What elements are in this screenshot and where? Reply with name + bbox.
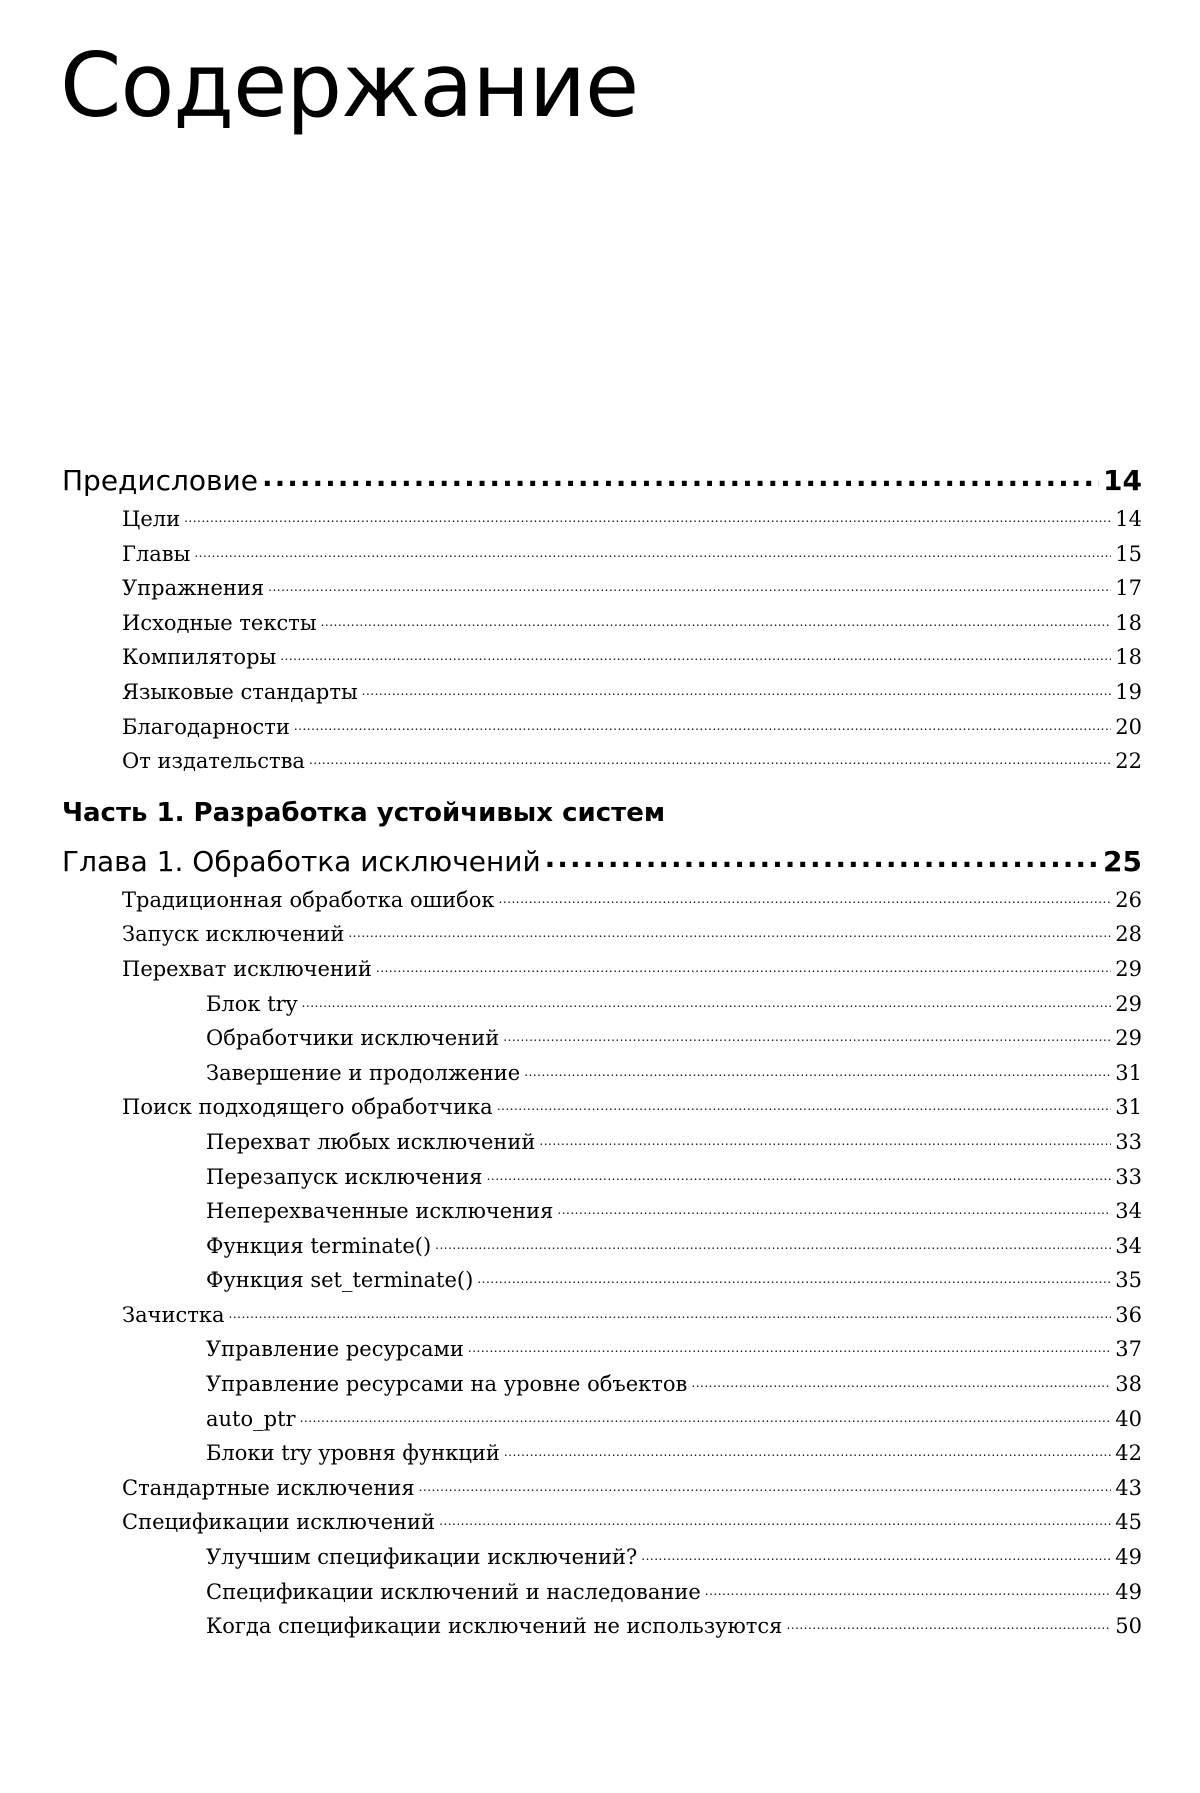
dot-leader: [539, 1121, 1111, 1159]
toc-entry[interactable]: [62, 952, 1142, 987]
toc-entry-label: Блоки try уровня функций: [206, 1441, 500, 1466]
toc-entry-label: Управление ресурсами: [206, 1337, 464, 1362]
toc-entry-label: Перехват любых исключений: [206, 1129, 536, 1154]
toc-entry[interactable]: [62, 502, 1142, 537]
toc-page-number: 34: [1115, 1199, 1142, 1224]
toc-subentry[interactable]: [62, 987, 1142, 1022]
toc-subentry[interactable]: [62, 1609, 1142, 1644]
dot-leader: [705, 1571, 1111, 1609]
toc-page-number: 29: [1115, 956, 1142, 981]
dot-leader: [468, 1328, 1111, 1366]
toc-entry-label: Упражнения: [122, 576, 265, 601]
toc-entry-label: auto_ptr: [206, 1406, 296, 1431]
toc-entry-label: Обработчики исключений: [206, 1026, 500, 1051]
toc-entry[interactable]: [62, 1471, 1142, 1506]
toc-page-number: 49: [1115, 1579, 1142, 1604]
toc-entry-label: Языковые стандарты: [122, 679, 358, 704]
toc-section-title: Предисловие: [62, 464, 258, 497]
toc-chapter-title: Глава 1. Обработка исключений: [62, 844, 541, 878]
dot-leader: [309, 740, 1111, 778]
toc-entry[interactable]: [62, 640, 1142, 675]
dot-leader: [435, 1225, 1111, 1263]
toc-page-number: 18: [1115, 645, 1142, 670]
toc-chapter-1[interactable]: [62, 841, 1142, 883]
table-of-contents: [62, 460, 1142, 1644]
toc-part-heading[interactable]: Часть 1. Разработка устойчивых систем: [62, 797, 666, 828]
dot-leader: [524, 1052, 1111, 1090]
toc-entry[interactable]: [62, 744, 1142, 779]
toc-entry-label: Цели: [122, 507, 181, 531]
dot-leader: [184, 498, 1111, 536]
dot-leader: [321, 602, 1112, 640]
toc-subentry[interactable]: [62, 1021, 1142, 1056]
toc-subentry[interactable]: [62, 1263, 1142, 1298]
dot-leader: [300, 1398, 1112, 1436]
dot-leader: [641, 1536, 1111, 1574]
toc-page-number: 36: [1115, 1302, 1142, 1327]
toc-page-number: 31: [1115, 1095, 1142, 1120]
dot-leader: [487, 1156, 1112, 1194]
toc-page-number: 20: [1115, 714, 1142, 739]
toc-page-number: 18: [1115, 610, 1142, 635]
toc-page-number: 25: [1103, 844, 1142, 878]
toc-entry-label: Спецификации исключений: [122, 1510, 436, 1535]
toc-entry[interactable]: [62, 710, 1142, 745]
toc-entry[interactable]: [62, 917, 1142, 952]
dot-leader: [376, 948, 1111, 986]
dot-leader: [302, 983, 1112, 1021]
dot-leader: [504, 1432, 1111, 1470]
toc-subentry[interactable]: [62, 1367, 1142, 1402]
toc-entry-label: Завершение и продолжение: [206, 1060, 521, 1085]
toc-entry-label: Перезапуск исключения: [206, 1164, 483, 1189]
toc-entry[interactable]: [62, 606, 1142, 641]
toc-entry-label: Главы: [122, 541, 191, 566]
toc-subentry[interactable]: [62, 1575, 1142, 1610]
toc-entry-label: Спецификации исключений и наследование: [206, 1579, 701, 1604]
toc-page-number: 17: [1115, 576, 1142, 601]
dot-leader: [786, 1605, 1111, 1643]
toc-entry-label: От издательства: [122, 749, 305, 774]
toc-entry-label: Исходные тексты: [122, 610, 317, 635]
dot-leader: [194, 533, 1111, 571]
dot-leader: [229, 1294, 1112, 1332]
toc-page-number: 14: [1103, 464, 1142, 497]
dot-leader: [262, 456, 1099, 498]
toc-entry[interactable]: [62, 537, 1142, 572]
toc-subentry[interactable]: [62, 1402, 1142, 1437]
toc-page-number: 14: [1115, 507, 1142, 531]
toc-entry-label: Улучшим спецификации исключений?: [206, 1545, 638, 1570]
toc-entry[interactable]: [62, 571, 1142, 606]
toc-entry[interactable]: [62, 883, 1142, 918]
dot-leader: [362, 671, 1112, 709]
toc-page-number: 19: [1115, 679, 1142, 704]
toc-page-number: 45: [1115, 1510, 1142, 1535]
toc-entry-label: Компиляторы: [122, 645, 277, 670]
toc-page-number: 37: [1115, 1337, 1142, 1362]
toc-entry-label: Благодарности: [122, 714, 290, 739]
toc-entry-label: Запуск исключений: [122, 922, 345, 947]
toc-subentry[interactable]: [62, 1332, 1142, 1367]
toc-entry[interactable]: [62, 1505, 1142, 1540]
toc-page-number: 22: [1115, 749, 1142, 774]
dot-leader: [439, 1501, 1111, 1539]
toc-page-number: 29: [1115, 1026, 1142, 1051]
toc-subentry[interactable]: [62, 1436, 1142, 1471]
toc-entry-label: Перехват исключений: [122, 956, 372, 981]
toc-page-number: 31: [1115, 1060, 1142, 1085]
toc-subentry[interactable]: [62, 1056, 1142, 1091]
toc-entry[interactable]: [62, 1298, 1142, 1333]
dot-leader: [503, 1017, 1111, 1055]
toc-page-number: 29: [1115, 991, 1142, 1016]
toc-entry-label: Блок try: [206, 991, 298, 1016]
toc-entry-label: Зачистка: [122, 1302, 225, 1327]
toc-subentry[interactable]: [62, 1194, 1142, 1229]
toc-entry[interactable]: [62, 675, 1142, 710]
dot-leader: [348, 913, 1111, 951]
toc-subentry[interactable]: [62, 1540, 1142, 1575]
dot-leader: [497, 1086, 1112, 1124]
toc-page-number: 42: [1115, 1441, 1142, 1466]
toc-page-number: 33: [1115, 1129, 1142, 1154]
dot-leader: [477, 1259, 1111, 1297]
toc-page-number: 40: [1115, 1406, 1142, 1431]
toc-entry-label: Стандартные исключения: [122, 1475, 415, 1500]
dot-leader: [499, 879, 1112, 917]
toc-page-number: 28: [1115, 922, 1142, 947]
dot-leader: [268, 567, 1111, 605]
toc-section-preface[interactable]: [62, 460, 1142, 502]
dot-leader: [557, 1190, 1111, 1228]
toc-page-number: 26: [1115, 887, 1142, 912]
toc-entry-label: Функция set_terminate(): [206, 1268, 474, 1293]
toc-entry-label: Традиционная обработка ошибок: [122, 887, 495, 912]
toc-subentry[interactable]: [62, 1160, 1142, 1195]
toc-entry-label: Когда спецификации исключений не используются: [206, 1614, 783, 1639]
toc-page-number: 33: [1115, 1164, 1142, 1189]
dot-leader: [691, 1363, 1111, 1401]
page-title: Содержание: [60, 34, 639, 137]
toc-page-number: 35: [1115, 1268, 1142, 1293]
dot-leader: [280, 636, 1111, 674]
toc-page-number: 15: [1115, 541, 1142, 566]
dot-leader: [294, 706, 1111, 744]
dot-leader: [545, 837, 1099, 879]
toc-entry-label: Функция terminate(): [206, 1233, 432, 1258]
toc-page-number: 50: [1115, 1614, 1142, 1639]
toc-subentry[interactable]: [62, 1229, 1142, 1264]
toc-entry-label: Неперехваченные исключения: [206, 1199, 554, 1224]
toc-entry-label: Управление ресурсами на уровне объектов: [206, 1372, 688, 1397]
toc-page-number: 49: [1115, 1545, 1142, 1570]
toc-entry-label: Поиск подходящего обработчика: [122, 1095, 493, 1120]
toc-subentry[interactable]: [62, 1125, 1142, 1160]
dot-leader: [419, 1467, 1112, 1505]
toc-page-number: 34: [1115, 1233, 1142, 1258]
toc-page-number: 43: [1115, 1475, 1142, 1500]
toc-entry[interactable]: [62, 1090, 1142, 1125]
toc-page-number: 38: [1115, 1372, 1142, 1397]
